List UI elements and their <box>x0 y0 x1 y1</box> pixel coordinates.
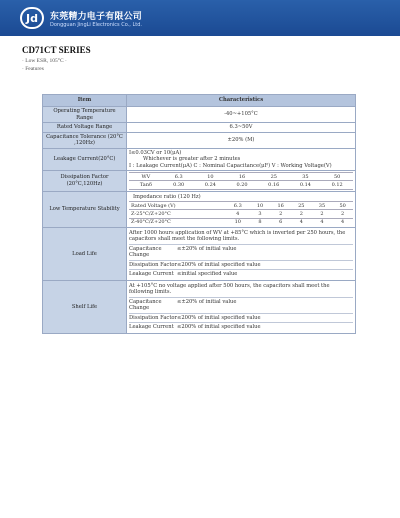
df-wv-cell: 35 <box>290 173 322 181</box>
df-tan-cell: 0.12 <box>321 181 353 189</box>
row-value-leakage <box>127 148 356 171</box>
df-tan-cell: 0.20 <box>226 181 258 189</box>
df-wv-cell: 10 <box>195 173 227 181</box>
lts-cell: 2 <box>312 210 333 218</box>
load-limit-value: ≤200% of initial specified value <box>177 261 261 268</box>
load-limit-value: ≤±20% of initial value <box>177 245 237 252</box>
lts-cell: 4 <box>332 218 353 226</box>
row-value-df <box>127 171 356 192</box>
row-label-shelf-life: Shelf Life <box>43 280 127 333</box>
load-limit-row <box>129 270 353 279</box>
row-label-leakage: Leakage Current(20°C) <box>43 148 127 171</box>
df-wv-label: WV <box>129 173 163 181</box>
load-limit-row <box>129 245 353 261</box>
df-subtable <box>129 172 353 190</box>
lts-cell: 6.3 <box>226 202 250 210</box>
df-tan-row <box>129 181 353 189</box>
row-label-df: Dissipation Factor (20°C,120Hz) <box>43 171 127 192</box>
lts-cell: 10 <box>226 218 250 226</box>
lts-row <box>129 202 353 210</box>
lts-cell: 4 <box>291 218 312 226</box>
df-wv-cell: 50 <box>321 173 353 181</box>
shelf-intro: At +105°C no voltage applied after 500 hours, the capacitors shall meet the following limits. <box>129 282 353 298</box>
shelf-limit-row <box>129 314 353 324</box>
row-value-op-temp: -40~+105°C <box>127 107 356 123</box>
table-row <box>43 107 356 123</box>
shelf-limit-value: ≤±20% of initial value <box>177 298 237 305</box>
lts-cell: 2 <box>332 210 353 218</box>
table-row <box>43 123 356 133</box>
shelf-limit-key: Dissipation Factor <box>129 314 178 321</box>
lts-cell: 6 <box>270 218 291 226</box>
brand-header <box>0 0 400 36</box>
table-row <box>43 191 356 227</box>
table-row <box>43 132 356 148</box>
df-tan-cell: 0.16 <box>258 181 290 189</box>
lts-row <box>129 210 353 218</box>
shelf-limit-row <box>129 323 353 332</box>
lts-row-label: Z-40°C/Z+20°C <box>129 218 226 226</box>
table-row <box>43 171 356 192</box>
shelf-limit-value: ≤200% of initial specified value <box>177 314 261 321</box>
lts-row-label: Rated Voltage (V) <box>129 202 226 210</box>
table-row <box>43 227 356 280</box>
shelf-limit-value: ≤200% of initial specified value <box>177 324 261 331</box>
df-tan-cell: 0.30 <box>163 181 195 189</box>
shelf-limit-row <box>129 298 353 314</box>
load-limit-key: Dissipation Factor <box>129 261 178 268</box>
row-label-op-temp: Operating Temperature Range <box>43 107 127 123</box>
table-row <box>43 280 356 333</box>
series-features: · Features <box>22 66 44 72</box>
row-label-cap-tolerance: Capacitance Tolerance (20°C ,120Hz) <box>43 132 127 148</box>
lts-row-label: Z-25°C/Z+20°C <box>129 210 226 218</box>
row-label-load-life: Load Life <box>43 227 127 280</box>
row-value-rated-voltage: 6.3~50V <box>127 123 356 133</box>
lts-row <box>129 218 353 226</box>
row-label-lts: Low Temperature Stability <box>43 191 127 227</box>
company-name-en: Dongguan JingLi Electronics Co., Ltd. <box>50 22 142 28</box>
lts-cell: 10 <box>250 202 271 210</box>
lts-cell: 2 <box>270 210 291 218</box>
row-value-load-life <box>127 227 356 280</box>
load-limit-key: Leakage Current <box>129 271 174 278</box>
company-logo: Jd <box>20 7 44 29</box>
df-wv-cell: 6.3 <box>163 173 195 181</box>
row-value-cap-tolerance: ±20% (M) <box>127 132 356 148</box>
lts-cell: 16 <box>270 202 291 210</box>
shelf-limit-key: Leakage Current <box>129 324 174 331</box>
df-wv-row <box>129 173 353 181</box>
leakage-condition: Whichever is greater after 2 minutes <box>143 156 241 162</box>
row-label-rated-voltage: Rated Voltage Range <box>43 123 127 133</box>
df-tan-cell: 0.14 <box>290 181 322 189</box>
company-name-cn: 东莞精力电子有限公司 <box>50 12 143 22</box>
lts-cell: 2 <box>291 210 312 218</box>
df-wv-cell: 25 <box>258 173 290 181</box>
row-value-shelf-life <box>127 280 356 333</box>
table-row <box>43 148 356 171</box>
header-characteristics: Characteristics <box>127 95 356 107</box>
lts-title: Impedance ratio (120 Hz) <box>133 193 201 200</box>
df-tan-cell: 0.24 <box>195 181 227 189</box>
shelf-limit-key: Capacitance Change <box>129 298 162 312</box>
lts-cell: 4 <box>312 218 333 226</box>
leakage-legend: I : Leakage Current(μA) C : Nominal Capacitance(μF) V : Working Voltage(V) <box>129 162 332 169</box>
lts-cell: 3 <box>250 210 271 218</box>
spec-table <box>42 94 356 334</box>
lts-cell: 25 <box>291 202 312 210</box>
load-limit-value: ≤initial specified value <box>177 271 238 278</box>
series-title: CD71CT SERIES <box>22 45 91 55</box>
row-value-lts <box>127 191 356 227</box>
lts-cell: 35 <box>312 202 333 210</box>
lts-cell: 50 <box>332 202 353 210</box>
leakage-formula: I≤0.03CV or 10(μA) <box>129 149 182 156</box>
df-wv-cell: 16 <box>226 173 258 181</box>
load-limit-key: Capacitance Change <box>129 245 162 259</box>
table-header-row <box>43 95 356 107</box>
lts-cell: 8 <box>250 218 271 226</box>
load-limit-row <box>129 261 353 271</box>
header-item: Item <box>43 95 127 107</box>
lts-cell: 4 <box>226 210 250 218</box>
load-intro: After 1000 hours application of WV at +85°C which is inverted per 250 hours, the capacitors shall meet the following limits. <box>129 229 353 245</box>
series-subtitle: · Low ESR, 105°C · <box>22 58 67 64</box>
df-tan-label: Tanδ <box>129 181 163 189</box>
lts-subtable <box>129 201 353 226</box>
